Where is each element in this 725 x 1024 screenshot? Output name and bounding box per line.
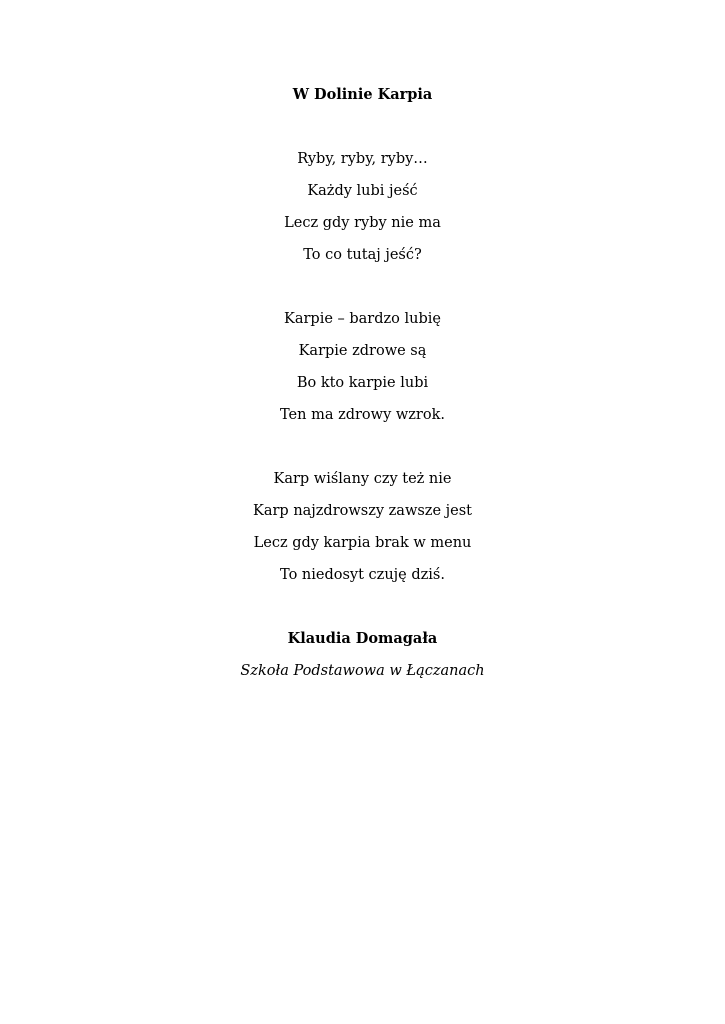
stanza-gap xyxy=(0,436,725,468)
poem-line: To niedosyt czuję dziś. xyxy=(280,567,445,583)
poem-line: Ten ma zdrowy wzrok. xyxy=(280,407,445,423)
school-name: Szkoła Podstawowa w Łączanach xyxy=(240,663,485,679)
poem-line: Każdy lubi jeść xyxy=(307,183,418,199)
poem-line: To co tutaj jeść? xyxy=(303,247,422,263)
poem-line: Karpie – bardzo lubię xyxy=(284,311,441,327)
poem-title: W Dolinie Karpia xyxy=(292,86,433,103)
poem-line: Karp najzdrowszy zawsze jest xyxy=(253,503,472,519)
stanza-gap xyxy=(0,116,725,148)
author-name: Klaudia Domagała xyxy=(287,630,438,647)
stanza-gap xyxy=(0,276,725,308)
poem xyxy=(0,84,725,692)
poem-line: Bo kto karpie lubi xyxy=(296,375,429,391)
stanza-gap xyxy=(0,596,725,628)
poem-line: Karp wiślany czy też nie xyxy=(273,471,452,487)
poem-line: Karpie zdrowe są xyxy=(298,343,427,359)
poem-line: Ryby, ryby, ryby… xyxy=(297,151,428,167)
poem-line: Lecz gdy karpia brak w menu xyxy=(253,535,472,551)
poem-line: Lecz gdy ryby nie ma xyxy=(284,215,441,231)
